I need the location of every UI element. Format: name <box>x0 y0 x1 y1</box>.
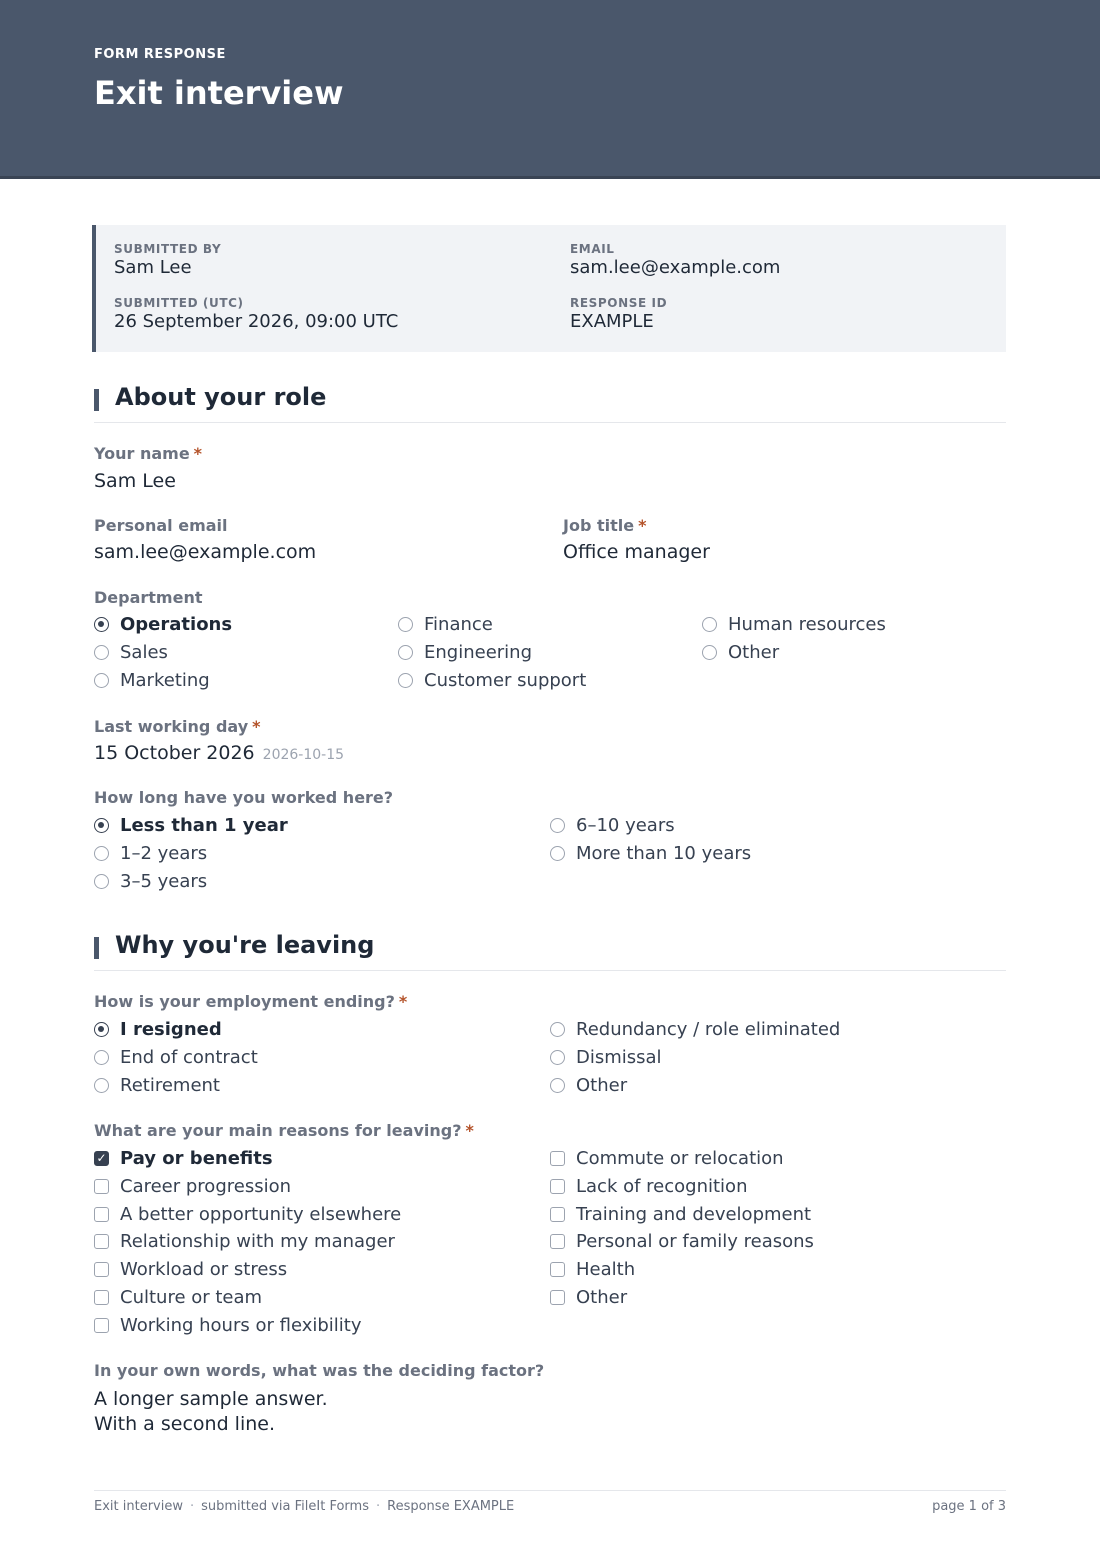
radio-icon <box>550 818 565 833</box>
section-why-leaving <box>94 925 1006 971</box>
radio-icon <box>398 617 413 632</box>
ending-option[interactable]: Dismissal <box>550 1046 662 1068</box>
page-number: page 1 of 3 <box>932 1499 1006 1514</box>
ending-option[interactable]: End of contract <box>94 1046 258 1068</box>
radio-icon <box>94 645 109 660</box>
section-marker <box>94 937 99 959</box>
radio-icon <box>94 1050 109 1065</box>
reason-option[interactable]: Workload or stress <box>94 1258 287 1280</box>
last-day-label: Last working day * <box>94 717 261 736</box>
department-option[interactable]: Sales <box>94 641 168 663</box>
tenure-label: How long have you worked here? <box>94 788 394 807</box>
reason-option[interactable]: Working hours or flexibility <box>94 1314 362 1336</box>
checkbox-icon <box>550 1234 565 1249</box>
page-title: Exit interview <box>94 74 344 112</box>
radio-icon <box>94 846 109 861</box>
checkbox-icon <box>550 1179 565 1194</box>
section-title: About your role <box>115 383 327 411</box>
tenure-option[interactable]: Less than 1 year <box>94 814 288 836</box>
checkbox-icon <box>550 1262 565 1277</box>
department-label: Department <box>94 588 203 607</box>
last-day-iso: 2026-10-15 <box>262 747 345 763</box>
department-option[interactable]: Engineering <box>398 641 532 663</box>
department-option[interactable]: Other <box>702 641 779 663</box>
tenure-option[interactable]: 6–10 years <box>550 814 675 836</box>
tenure-option[interactable]: 3–5 years <box>94 870 207 892</box>
checkbox-icon <box>94 1318 109 1333</box>
radio-icon <box>702 617 717 632</box>
reason-option[interactable]: ✓ Pay or benefits <box>94 1147 273 1169</box>
personal-email-value: sam.lee@example.com <box>94 541 317 563</box>
section-marker <box>94 389 99 411</box>
tenure-option[interactable]: More than 10 years <box>550 842 751 864</box>
ending-option[interactable]: Redundancy / role eliminated <box>550 1018 840 1040</box>
page-header <box>0 0 1100 179</box>
job-title-label: Job title * <box>563 516 647 535</box>
submitted-utc-label: SUBMITTED (UTC) <box>114 296 244 310</box>
radio-selected-icon <box>94 1022 109 1037</box>
department-option[interactable]: Customer support <box>398 669 586 691</box>
required-marker: * <box>193 444 203 463</box>
required-marker: * <box>398 992 408 1011</box>
footer-info <box>94 1499 514 1514</box>
submitted-by-label: SUBMITTED BY <box>114 242 222 256</box>
header-kicker: FORM RESPONSE <box>94 47 226 62</box>
reason-option[interactable]: Lack of recognition <box>550 1175 747 1197</box>
reason-option[interactable]: Culture or team <box>94 1286 262 1308</box>
required-marker: * <box>252 717 261 736</box>
ending-option[interactable]: Retirement <box>94 1074 220 1096</box>
reason-option[interactable]: Other <box>550 1286 627 1308</box>
ending-option[interactable]: Other <box>550 1074 627 1096</box>
footer-response: Response EXAMPLE <box>387 1499 515 1514</box>
email-label: EMAIL <box>570 242 615 256</box>
radio-icon <box>94 874 109 889</box>
radio-icon <box>398 673 413 688</box>
section-title: Why you're leaving <box>115 931 375 959</box>
reason-option[interactable]: Health <box>550 1258 635 1280</box>
radio-icon <box>550 846 565 861</box>
footer-separator: · <box>375 1499 381 1514</box>
radio-icon <box>550 1022 565 1037</box>
response-id-value: EXAMPLE <box>570 311 654 332</box>
personal-email-label: Personal email <box>94 516 228 535</box>
checkbox-icon <box>94 1290 109 1305</box>
submitted-utc-value: 26 September 2026, 09:00 UTC <box>114 311 399 332</box>
required-marker: * <box>465 1121 474 1140</box>
required-marker: * <box>638 516 647 535</box>
checkbox-icon <box>94 1207 109 1222</box>
radio-icon <box>550 1050 565 1065</box>
page-footer <box>94 1490 1006 1514</box>
department-option[interactable]: Marketing <box>94 669 210 691</box>
ending-label: How is your employment ending? * <box>94 992 408 1011</box>
footer-form-name: Exit interview <box>94 1499 183 1514</box>
name-label: Your name * <box>94 444 203 463</box>
job-title-value: Office manager <box>563 541 710 563</box>
email-value: sam.lee@example.com <box>570 257 781 278</box>
reason-option[interactable]: Commute or relocation <box>550 1147 784 1169</box>
radio-icon <box>94 673 109 688</box>
department-option[interactable]: Finance <box>398 613 493 635</box>
footer-separator: · <box>189 1499 195 1514</box>
radio-icon <box>550 1078 565 1093</box>
checkbox-icon <box>94 1262 109 1277</box>
name-value: Sam Lee <box>94 470 176 492</box>
last-day-value: 15 October 2026 2026-10-15 <box>94 742 345 764</box>
reason-option[interactable]: Personal or family reasons <box>550 1230 814 1252</box>
checkbox-icon <box>94 1179 109 1194</box>
deciding-factor-label: In your own words, what was the deciding factor? <box>94 1361 545 1380</box>
reason-option[interactable]: Relationship with my manager <box>94 1230 395 1252</box>
checkbox-icon <box>550 1290 565 1305</box>
checkbox-icon <box>94 1234 109 1249</box>
submitted-by-value: Sam Lee <box>114 257 192 278</box>
reason-option[interactable]: Career progression <box>94 1175 291 1197</box>
response-id-label: RESPONSE ID <box>570 296 668 310</box>
department-option[interactable]: Human resources <box>702 613 886 635</box>
submission-meta <box>92 225 1006 352</box>
reasons-label: What are your main reasons for leaving? * <box>94 1121 474 1140</box>
ending-option[interactable]: I resigned <box>94 1018 222 1040</box>
checkbox-icon <box>550 1207 565 1222</box>
department-option[interactable]: Operations <box>94 613 232 635</box>
checkbox-icon <box>550 1151 565 1166</box>
checkbox-checked-icon: ✓ <box>94 1151 109 1166</box>
radio-icon <box>398 645 413 660</box>
footer-via: submitted via FileIt Forms <box>201 1499 369 1514</box>
reason-option[interactable]: A better opportunity elsewhere <box>94 1203 401 1225</box>
reason-option[interactable]: Training and development <box>550 1203 811 1225</box>
deciding-factor-value: A longer sample answer. With a second line. <box>94 1388 328 1435</box>
radio-icon <box>94 1078 109 1093</box>
radio-selected-icon <box>94 617 109 632</box>
radio-selected-icon <box>94 818 109 833</box>
tenure-option[interactable]: 1–2 years <box>94 842 207 864</box>
radio-icon <box>702 645 717 660</box>
section-about-role <box>94 377 1006 423</box>
